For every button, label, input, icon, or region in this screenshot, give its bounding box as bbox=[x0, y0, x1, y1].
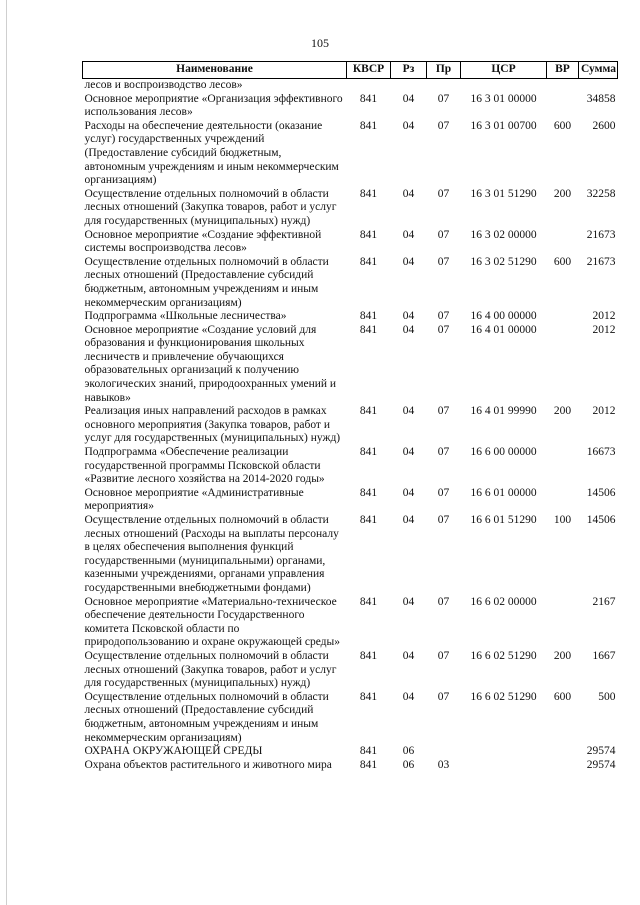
cell-name: Подпрограмма «Обеспечение реализации государственной программы Псковской области «Развитие лесного хозяйства на 2014-2020 годы» bbox=[84, 446, 325, 486]
table-row bbox=[83, 310, 618, 324]
cell-vr: 200 bbox=[553, 405, 572, 418]
cell-sum: 2600 bbox=[592, 119, 616, 132]
cell-rz: 04 bbox=[402, 446, 415, 459]
cell-rz: 04 bbox=[402, 649, 415, 662]
table-header-row bbox=[83, 62, 618, 79]
cell-csr: 16 6 01 00000 bbox=[470, 486, 537, 499]
cell-vr bbox=[547, 596, 579, 650]
cell-kvsr: 841 bbox=[359, 119, 378, 132]
cell-rz: 04 bbox=[402, 486, 415, 499]
cell-vr bbox=[547, 229, 579, 256]
cell-rz: 04 bbox=[402, 119, 415, 132]
cell-sum: 2012 bbox=[592, 310, 616, 323]
cell-kvsr: 841 bbox=[359, 255, 378, 268]
header-vr: ВР bbox=[547, 62, 579, 79]
cell-rz: 04 bbox=[402, 228, 415, 241]
cell-name: Расходы на обеспечение деятельности (оказание услуг) государственных учреждений (Предоставление субсидий бюджетным, автономным учреждениям и иным некоммерческим организациям) bbox=[84, 119, 339, 187]
cell-csr: 16 3 01 00000 bbox=[470, 92, 537, 105]
cell-rz: 04 bbox=[402, 310, 415, 323]
cell-csr: 16 4 01 00000 bbox=[470, 323, 537, 336]
cell-name: лесов и воспроизводство лесов» bbox=[84, 79, 243, 91]
cell-sum: 500 bbox=[598, 690, 616, 703]
cell-vr: 600 bbox=[553, 119, 572, 132]
cell-pr bbox=[427, 79, 461, 93]
table-body bbox=[83, 79, 618, 773]
cell-kvsr: 841 bbox=[359, 595, 378, 608]
cell-kvsr: 841 bbox=[359, 649, 378, 662]
cell-csr: 16 6 02 51290 bbox=[470, 649, 537, 662]
cell-csr bbox=[461, 759, 547, 773]
cell-rz: 04 bbox=[402, 255, 415, 268]
cell-vr bbox=[547, 93, 579, 120]
table-row bbox=[83, 405, 618, 446]
cell-sum: 32258 bbox=[586, 187, 616, 200]
cell-csr: 16 6 02 51290 bbox=[470, 690, 537, 703]
cell-pr bbox=[427, 745, 461, 759]
cell-kvsr: 841 bbox=[359, 405, 378, 418]
cell-name: Осуществление отдельных полномочий в области лесных отношений (Предоставление субсидий бюджетным, автономным учреждениям и иным некоммерческим организациям) bbox=[84, 690, 329, 744]
cell-kvsr: 841 bbox=[359, 310, 378, 323]
cell-sum: 21673 bbox=[586, 255, 616, 268]
cell-kvsr: 841 bbox=[359, 690, 378, 703]
header-rz: Рз bbox=[391, 62, 427, 79]
cell-pr: 07 bbox=[437, 228, 450, 241]
cell-vr bbox=[547, 487, 579, 514]
cell-sum: 2012 bbox=[592, 323, 616, 336]
table-row bbox=[83, 514, 618, 596]
cell-pr: 07 bbox=[437, 649, 450, 662]
cell-vr: 100 bbox=[553, 514, 572, 526]
cell-name: Осуществление отдельных полномочий в области лесных отношений (Предоставление субсидий бюджетным, автономным учреждениям и иным некоммерческим организациям) bbox=[84, 255, 329, 309]
cell-name: Основное мероприятие «Организация эффективного использования лесов» bbox=[84, 92, 343, 119]
cell-rz bbox=[391, 79, 427, 93]
cell-name: Основное мероприятие «Создание эффективной системы воспроизводства лесов» bbox=[84, 228, 322, 255]
cell-kvsr: 841 bbox=[359, 486, 378, 499]
cell-rz: 04 bbox=[402, 405, 415, 418]
header-name: Наименование bbox=[83, 62, 347, 79]
cell-pr: 07 bbox=[437, 92, 450, 105]
cell-name: Осуществление отдельных полномочий в области лесных отношений (Закупка товаров, работ и услуг для государственных (муниципальных) нужд) bbox=[84, 187, 337, 227]
cell-name: Основное мероприятие «Материально-техническое обеспечение деятельности Государственного комитета Псковской области по природопользованию и охране окружающей среды» bbox=[84, 595, 340, 649]
cell-pr: 07 bbox=[437, 486, 450, 499]
cell-kvsr: 841 bbox=[359, 92, 378, 105]
cell-vr: 200 bbox=[553, 187, 572, 200]
cell-rz: 04 bbox=[402, 514, 415, 526]
cell-csr bbox=[461, 79, 547, 93]
cell-name: ОХРАНА ОКРУЖАЮЩЕЙ СРЕДЫ bbox=[84, 745, 263, 758]
cell-pr: 07 bbox=[437, 446, 450, 459]
cell-kvsr: 841 bbox=[359, 758, 378, 771]
cell-rz: 06 bbox=[402, 758, 415, 771]
table-row bbox=[83, 650, 618, 691]
page-number: 105 bbox=[311, 36, 329, 50]
cell-sum: 21673 bbox=[586, 228, 616, 241]
cell-csr: 16 6 01 51290 bbox=[470, 514, 537, 526]
cell-vr bbox=[547, 759, 579, 773]
cell-pr: 03 bbox=[437, 758, 450, 771]
cell-name: Реализация иных направлений расходов в рамках основного мероприятия (Закупка товаров, работ и услуг для государственных (муниципальных) нужд) bbox=[84, 405, 341, 445]
cell-rz: 06 bbox=[402, 745, 415, 758]
cell-kvsr: 841 bbox=[359, 187, 378, 200]
cell-kvsr: 841 bbox=[359, 228, 378, 241]
cell-csr: 16 3 02 00000 bbox=[470, 228, 537, 241]
cell-vr bbox=[547, 79, 579, 93]
cell-csr: 16 3 02 51290 bbox=[470, 255, 537, 268]
cell-vr: 600 bbox=[553, 255, 572, 268]
table-row bbox=[83, 759, 618, 773]
cell-name: Осуществление отдельных полномочий в области лесных отношений (Расходы на выплаты персоналу в целях обеспечения выполнения функций государственными (муниципальными) органами, казенными учреждениями, органами управления государственными внебюджетными фондами) bbox=[84, 514, 339, 594]
cell-csr: 16 6 00 00000 bbox=[470, 446, 537, 459]
table-row bbox=[83, 188, 618, 229]
cell-rz: 04 bbox=[402, 323, 415, 336]
table-row bbox=[83, 446, 618, 487]
cell-csr: 16 4 01 99990 bbox=[470, 405, 537, 418]
cell-sum: 29574 bbox=[586, 745, 616, 758]
cell-kvsr: 841 bbox=[359, 446, 378, 459]
cell-vr bbox=[547, 310, 579, 324]
cell-vr: 600 bbox=[553, 690, 572, 703]
cell-sum: 2012 bbox=[592, 405, 616, 418]
cell-pr: 07 bbox=[437, 595, 450, 608]
page-edge-line bbox=[6, 0, 7, 905]
table-row bbox=[83, 745, 618, 759]
cell-rz: 04 bbox=[402, 595, 415, 608]
cell-kvsr: 841 bbox=[359, 745, 378, 758]
cell-sum: 29574 bbox=[586, 758, 616, 771]
cell-pr: 07 bbox=[437, 405, 450, 418]
header-csr: ЦСР bbox=[461, 62, 547, 79]
cell-name: Основное мероприятие «Административные мероприятия» bbox=[84, 486, 304, 513]
cell-name: Основное мероприятие «Создание условий для образования и функционирования школьных лесничеств и привлечение обучающихся образовательных организаций к получению экологических знаний, природоохранных умений и навыков» bbox=[84, 323, 337, 404]
cell-kvsr: 841 bbox=[359, 323, 378, 336]
cell-pr: 07 bbox=[437, 255, 450, 268]
header-kvsr: КВСР bbox=[347, 62, 391, 79]
cell-csr: 16 6 02 00000 bbox=[470, 595, 537, 608]
cell-name: Охрана объектов растительного и животного мира bbox=[84, 758, 332, 771]
cell-pr: 07 bbox=[437, 119, 450, 132]
cell-rz: 04 bbox=[402, 92, 415, 105]
table-row bbox=[83, 256, 618, 310]
table-row bbox=[83, 93, 618, 120]
header-sum: Сумма bbox=[579, 62, 618, 79]
cell-csr: 16 3 01 51290 bbox=[470, 187, 537, 200]
cell-pr: 07 bbox=[437, 323, 450, 336]
header-pr: Пр bbox=[427, 62, 461, 79]
cell-sum: 14506 bbox=[586, 486, 616, 499]
budget-table bbox=[82, 61, 618, 772]
cell-name: Подпрограмма «Школьные лесничества» bbox=[84, 310, 287, 323]
cell-csr: 16 3 01 00700 bbox=[470, 119, 537, 132]
cell-sum bbox=[579, 79, 618, 93]
cell-pr: 07 bbox=[437, 310, 450, 323]
cell-sum: 34858 bbox=[586, 92, 616, 105]
table-row bbox=[83, 120, 618, 188]
cell-rz: 04 bbox=[402, 187, 415, 200]
cell-vr bbox=[547, 324, 579, 406]
table-row bbox=[83, 324, 618, 406]
table-row bbox=[83, 596, 618, 650]
cell-name: Осуществление отдельных полномочий в области лесных отношений (Закупка товаров, работ и услуг для государственных (муниципальных) нужд) bbox=[84, 649, 337, 690]
cell-vr: 200 bbox=[553, 649, 572, 662]
table-row bbox=[83, 79, 618, 93]
cell-pr: 07 bbox=[437, 187, 450, 200]
table-row bbox=[83, 691, 618, 745]
cell-sum: 14506 bbox=[586, 514, 616, 526]
cell-pr: 07 bbox=[437, 690, 450, 703]
cell-kvsr bbox=[347, 79, 391, 93]
cell-pr: 07 bbox=[437, 514, 450, 526]
table-row bbox=[83, 229, 618, 256]
table-row bbox=[83, 487, 618, 514]
cell-rz: 04 bbox=[402, 690, 415, 703]
cell-kvsr: 841 bbox=[359, 514, 378, 526]
cell-vr bbox=[547, 446, 579, 487]
cell-sum: 16673 bbox=[586, 446, 616, 459]
cell-sum: 1667 bbox=[592, 649, 616, 662]
cell-csr: 16 4 00 00000 bbox=[470, 310, 537, 323]
cell-vr bbox=[547, 745, 579, 759]
cell-sum: 2167 bbox=[592, 595, 616, 608]
cell-csr bbox=[461, 745, 547, 759]
